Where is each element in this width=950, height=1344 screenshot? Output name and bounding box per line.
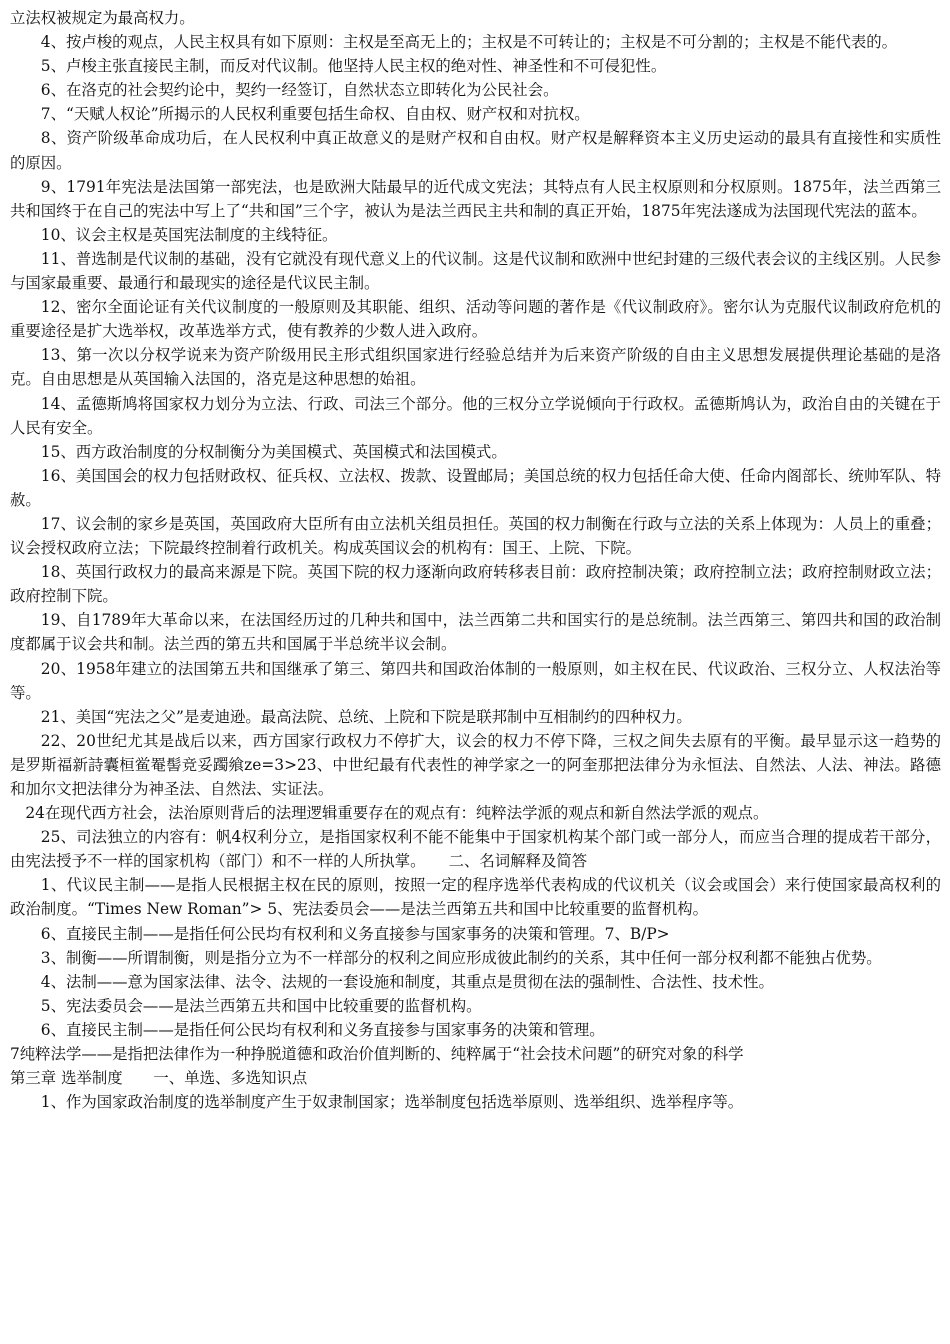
definition-legal-system: 4、法制——意为国家法律、法令、法规的一套设施和制度，其重点是贯彻在法的强制性、合法性、技术性。 xyxy=(40,972,774,991)
definition-representative-democracy: 1、代议民主制——是指人民根据主权在民的原则，按照一定的程序选举代表构成的代议机关（议会或国会）来行使国家最高权利的政治制度。“Times New Roman”> 5、宪法委员会——是法兰西第五共和国中比较重要的监督机构。 xyxy=(10,876,941,919)
paragraph-15: 15、西方政治制度的分权制衡分为美国模式、英国模式和法国模式。 xyxy=(40,442,507,461)
paragraph-12: 12、密尔全面论证有关代议制度的一般原则及其职能、组织、活动等问题的著作是《代议制政府》。密尔认为克服代议制政府危机的重要途径是扩大选举权，改革选举方式，使有教养的少数人进入政府。 xyxy=(10,298,941,341)
paragraph-17: 17、议会制的家乡是英国，英国政府大臣所有由立法机关组员担任。英国的权力制衡在行政与立法的关系上体现为：人员上的重叠；议会授权政府立法；下院最终控制着行政机关。构成英国议会的机构有：国王、上院、下院。 xyxy=(10,514,941,558)
paragraph-6: 6、在洛克的社会契约论中，契约一经签订，自然状态立即转化为公民社会。 xyxy=(40,81,559,100)
definition-constitutional-council: 5、宪法委员会——是法兰西第五共和国中比较重要的监督机构。 xyxy=(40,996,482,1015)
definition-pure-law: 7纯粹法学——是指把法律作为一种挣脱道德和政治价值判断的、纯粹属于“社会技术问题”的研究对象的科学 xyxy=(10,1045,744,1064)
paragraph-11: 11、普选制是代议制的基础，没有它就没有现代意义上的代议制。这是代议制和欧洲中世纪封建的三级代表会议的主线区别。人民参与国家最重要、最通行和最现实的途径是代议民主制。 xyxy=(10,249,941,293)
paragraph-9: 9、1791年宪法是法国第一部宪法，也是欧洲大陆最早的近代成文宪法；其特点有人民主权原则和分权原则。1875年，法兰西第三共和国终于在自己的宪法中写上了“共和国”三个字，被认为是法兰西民主共和制的真正开始，1875年宪法遂成为法国现代宪法的蓝本。 xyxy=(10,177,941,220)
definition-checks-balances: 3、制衡——所谓制衡，则是指分立为不一样部分的权利之间应形成彼此制约的关系，其中任何一部分权利都不能独占优势。 xyxy=(40,948,882,967)
definition-direct-democracy: 6、直接民主制——是指任何公民均有权利和义务直接参与国家事务的决策和管理。7、B/P> xyxy=(40,924,670,943)
paragraph-8: 8、资产阶级革命成功后，在人民权利中真正故意义的是财产权和自由权。财产权是解释资本主义历史运动的最具有直接性和实质性的原因。 xyxy=(10,129,941,172)
chapter-heading: 第三章 选举制度 一、单选、多选知识点 xyxy=(10,1069,308,1088)
paragraph-chapter3-1: 1、作为国家政治制度的选举制度产生于奴隶制国家；选举制度包括选举原则、选举组织、选举程序等。 xyxy=(40,1093,744,1112)
paragraph-19: 19、自1789年大革命以来，在法国经历过的几种共和国中，法兰西第二共和国实行的是总统制。法兰西第三、第四共和国的政治制度都属于议会共和制。法兰西的第五共和国属于半总统半议会制。 xyxy=(10,611,941,654)
paragraph-13: 13、第一次以分权学说来为资产阶级用民主形式组织国家进行经验总结并为后来资产阶级的自由主义思想发展提供理论基础的是洛克。自由思想是从英国输入法国的，洛克是这种思想的始祖。 xyxy=(10,346,941,389)
paragraph-intro: 立法权被规定为最高权力。 xyxy=(10,9,195,27)
paragraph-7: 7、“天赋人权论”所揭示的人民权利重要包括生命权、自由权、财产权和对抗权。 xyxy=(40,105,590,124)
paragraph-4: 4、按卢梭的观点，人民主权具有如下原则：主权是至高无上的；主权是不可转让的；主权是不可分割的；主权是不能代表的。 xyxy=(40,33,898,52)
paragraph-10: 10、议会主权是英国宪法制度的主线特征。 xyxy=(40,225,338,244)
paragraph-21: 21、美国“宪法之父”是麦迪逊。最高法院、总统、上院和下院是联邦制中互相制约的四种权力。 xyxy=(40,707,692,726)
paragraph-24: 24在现代西方社会，法治原则背后的法理逻辑重要存在的观点有：纯粹法学派的观点和新自然法学派的观点。 xyxy=(25,804,769,823)
paragraph-16: 16、美国国会的权力包括财政权、征兵权、立法权、拨款、设置邮局；美国总统的权力包括任命大使、任命内阁部长、统帅军队、特赦。 xyxy=(10,466,941,509)
paragraph-14: 14、孟德斯鸠将国家权力划分为立法、行政、司法三个部分。他的三权分立学说倾向于行政权。孟德斯鸠认为，政治自由的关键在于人民有安全。 xyxy=(10,394,941,437)
paragraph-5: 5、卢梭主张直接民主制，而反对代议制。他坚持人民主权的绝对性、神圣性和不可侵犯性。 xyxy=(40,57,667,76)
paragraph-22: 22、20世纪尤其是战后以来，西方国家行政权力不停扩大，议会的权力不停下降，三权之间失去原有的平衡。最早显示这一趋势的是罗斯福新詩囊桓鲎罨髻竞妥躅飨ze=3>23、中世纪最有代表性的神学家之一的阿奎那把法律分为永恒法、自然法、人法、神法。路德和加尔文把法律分为神圣法、自然法、实证法。 xyxy=(10,731,941,798)
paragraph-20: 20、1958年建立的法国第五共和国继承了第三、第四共和国政治体制的一般原则，如主权在民、代议政治、三权分立、人权法治等等。 xyxy=(10,659,941,702)
paragraph-25: 25、司法独立的内容有：帆4权利分立，是指国家权利不能不能集中于国家机构某个部门或一部分人，而应当合理的提成若干部分，由宪法授予不一样的国家机构（部门）和不一样的人所执掌。 二、名词解释及简答 xyxy=(10,828,941,871)
paragraph-18: 18、英国行政权力的最高来源是下院。英国下院的权力逐渐向政府转移表目前：政府控制决策；政府控制立法；政府控制财政立法；政府控制下院。 xyxy=(10,563,941,606)
definition-direct-democracy-repeat: 6、直接民主制——是指任何公民均有权利和义务直接参与国家事务的决策和管理。 xyxy=(40,1020,605,1039)
